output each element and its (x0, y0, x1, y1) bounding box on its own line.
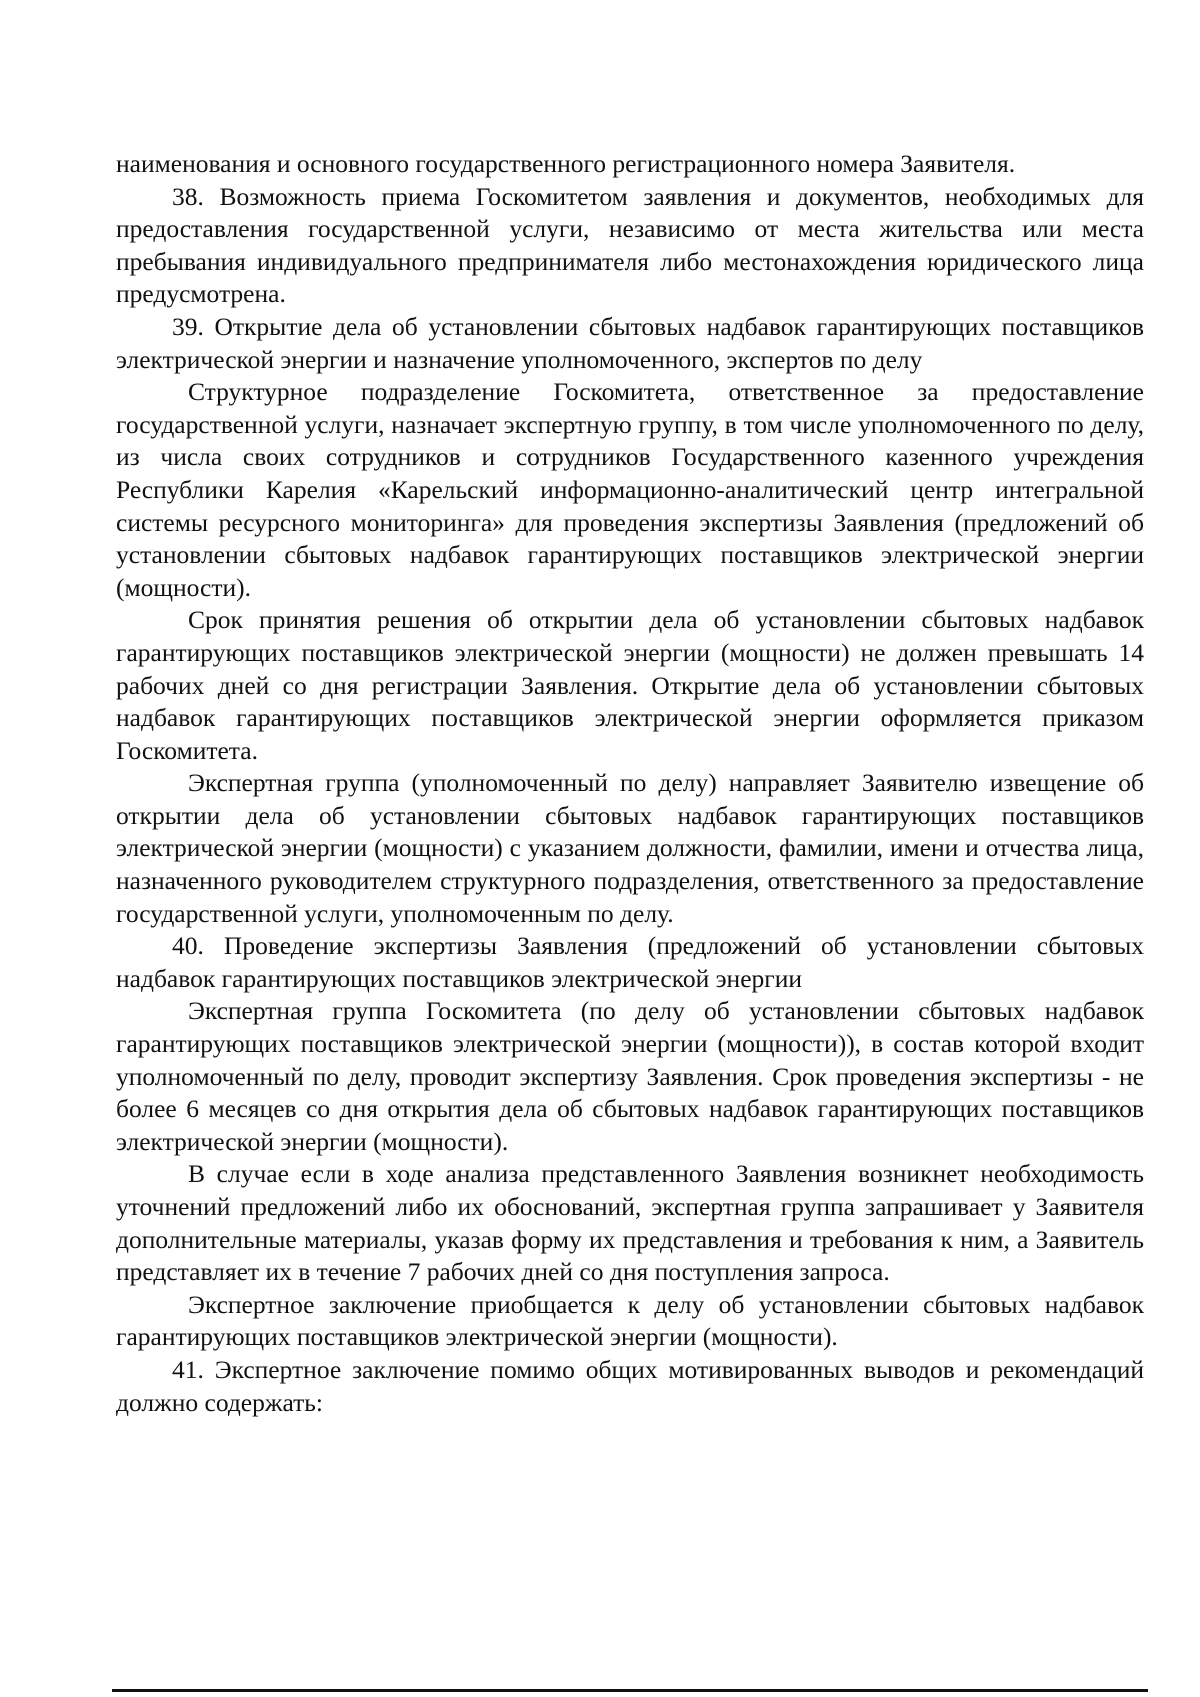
document-body (116, 148, 1144, 1419)
paragraph-clarification: В случае если в ходе анализа представленного Заявления возникнет необходимость уточнений предложений либо их обоснований, экспертная группа запрашивает у Заявителя дополнительные материалы, указав форму их представления и требования к ним, а Заявитель представляет их в течение 7 рабочих дней со дня поступления запроса. (116, 1159, 1144, 1287)
paragraph-item-41: 41. Экспертное заключение помимо общих мотивированных выводов и рекомендаций должно содержать: (116, 1354, 1144, 1417)
paragraph-item-39: 39. Открытие дела об установлении сбытовых надбавок гарантирующих поставщиков электрической энергии и назначение уполномоченного, экспертов по делу (116, 311, 1144, 374)
paragraph-decision-term: Срок принятия решения об открытии дела об установлении сбытовых надбавок гарантирующих поставщиков электрической энергии (мощности) не должен превышать 14 рабочих дней со дня регистрации Заявления. Открытие дела об установлении сбытовых надбавок гарантирующих поставщиков электрической энергии оформляется приказом Госкомитета. (116, 605, 1144, 765)
paragraph-item-38: 38. Возможность приема Госкомитетом заявления и документов, необходимых для предоставления государственной услуги, независимо от места жительства или места пребывания индивидуального предпринимателя либо местонахождения юридического лица предусмотрена. (116, 181, 1144, 309)
paragraph-expert-group: Структурное подразделение Госкомитета, ответственное за предоставление государственной услуги, назначает экспертную группу, в том числе уполномоченного по делу, из числа своих сотрудников и сотрудников Государственного казенного учреждения Республики Карелия «Карельский информационно-аналитический центр интегральной системы ресурсного мониторинга» для проведения экспертизы Заявления (предложений об установлении сбытовых надбавок гарантирующих поставщиков электрической энергии (мощности). (116, 377, 1144, 602)
paragraph-item-40: 40. Проведение экспертизы Заявления (предложений об установлении сбытовых надбавок гарантирующих поставщиков электрической энергии (116, 931, 1144, 993)
paragraph-notice: Экспертная группа (уполномоченный по делу) направляет Заявителю извещение об открытии дела об установлении сбытовых надбавок гарантирующих поставщиков электрической энергии (мощности) с указанием должности, фамилии, имени и отчества лица, назначенного руководителем структурного подразделения, ответственного за предоставление государственной услуги, уполномоченным по делу. (116, 768, 1144, 928)
paragraph-expertise: Экспертная группа Госкомитета (по делу об установлении сбытовых надбавок гарантирующих поставщиков электрической энергии (мощности)), в состав которой входит уполномоченный по делу, проводит экспертизу Заявления. Срок проведения экспертизы - не более 6 месяцев со дня открытия дела об сбытовых надбавок гарантирующих поставщиков электрической энергии (мощности). (116, 996, 1144, 1156)
paragraph-continuation: наименования и основного государственного регистрационного номера Заявителя. (116, 149, 1016, 178)
footer-rule (112, 1689, 1148, 1692)
paragraph-conclusion: Экспертное заключение приобщается к делу об установлении сбытовых надбавок гарантирующих поставщиков электрической энергии (мощности). (116, 1289, 1144, 1352)
